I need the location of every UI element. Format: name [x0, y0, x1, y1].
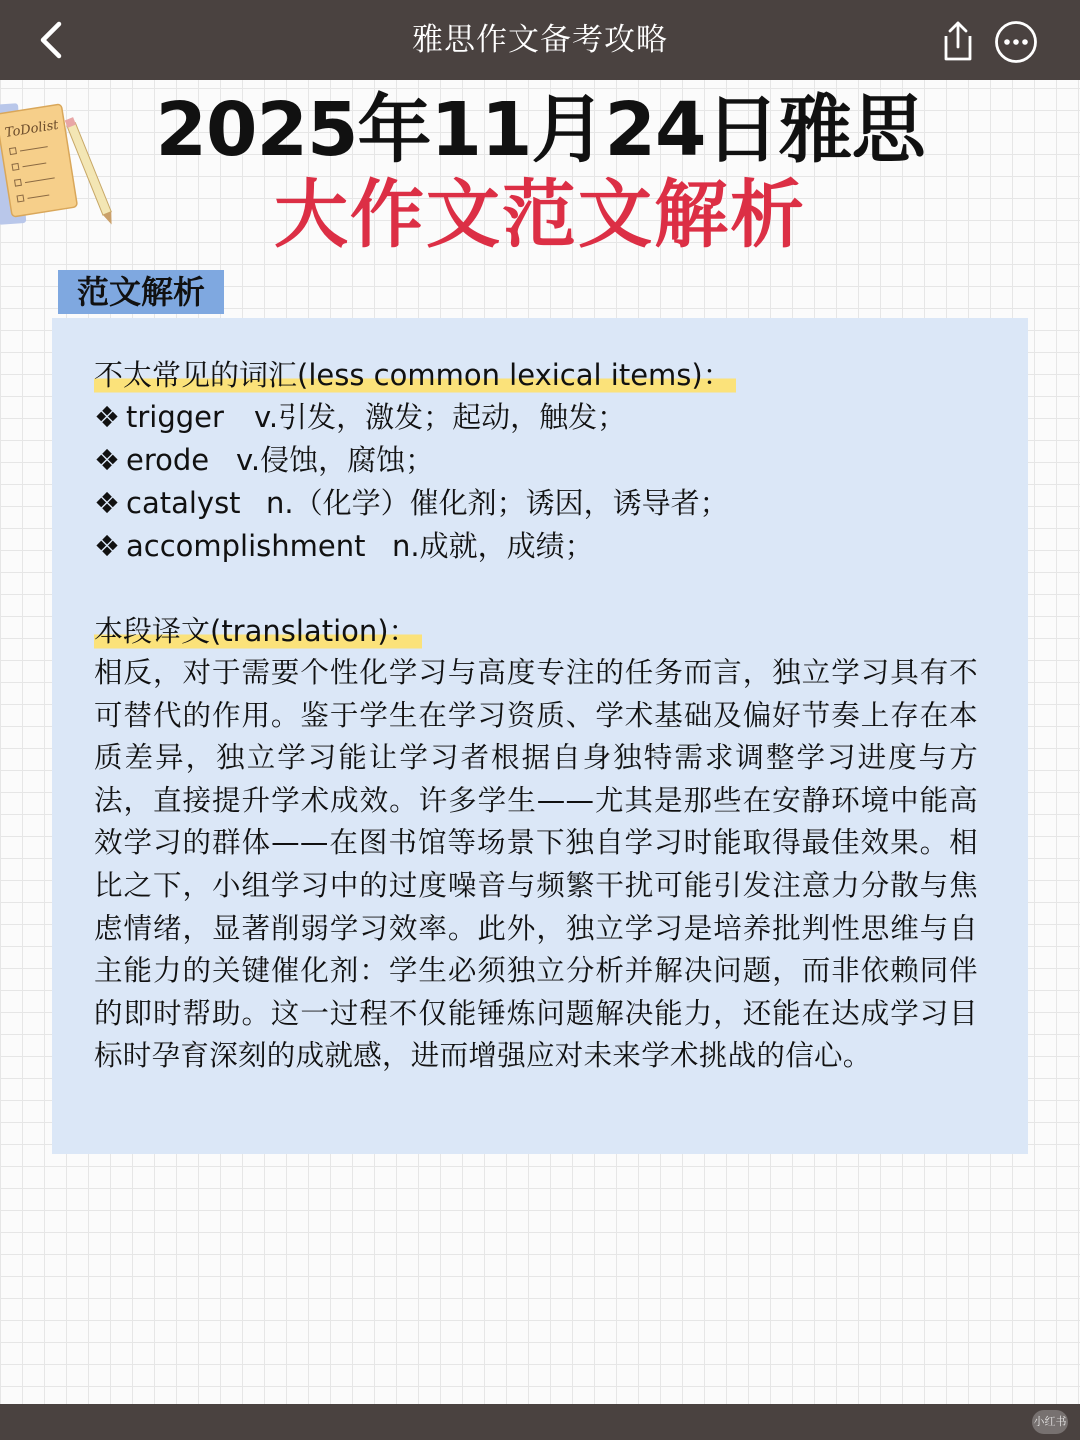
share-icon: [941, 20, 975, 62]
vocab-word: accomplishment: [126, 529, 366, 563]
back-button[interactable]: [30, 18, 74, 62]
vocab-item: [94, 396, 994, 439]
vocab-meaning: v.侵蚀，腐蚀；: [236, 443, 435, 477]
headline-subtitle: 大作文范文解析: [274, 172, 806, 258]
top-navigation-bar: [0, 0, 1080, 80]
bullet-icon: ❖: [94, 400, 120, 434]
bullet-icon: ❖: [94, 443, 120, 477]
vocab-meaning: n.成就，成绩；: [392, 529, 594, 563]
watermark-badge: 小红书: [1032, 1410, 1068, 1434]
vocab-word: erode: [126, 443, 210, 477]
translation-paragraph: 相反，对于需要个性化学习与高度专注的任务而言，独立学习具有不可替代的作用。鉴于学生在学习资质、学术基础及偏好节奏上存在本质差异，独立学习能让学习者根据自身独特需求调整学习进度与方法，直接提升学术成效。许多学生——尤其是那些在安静环境中能高效学习的群体——在图书馆等场景下独自学习时能取得最佳效果。相比之下，小组学习中的过度噪音与频繁干扰可能引发注意力分散与焦虑情绪，显著削弱学习效率。此外，独立学习是培养批判性思维与自主能力的关键催化剂：学生必须独立分析并解决问题，而非依赖同伴的即时帮助。这一过程不仅能锤炼问题解决能力，还能在达成学习目标时孕育深刻的成就感，进而增强应对未来学术挑战的信心。: [94, 656, 978, 1073]
more-icon: [994, 20, 1038, 64]
vocab-word: trigger: [126, 400, 224, 434]
vocab-heading: 不太常见的词汇(less common lexical items)：: [94, 354, 736, 396]
headline: [0, 88, 1080, 258]
headline-date: 2025年11月24日雅思: [155, 87, 925, 173]
analysis-card: [52, 318, 1028, 1154]
section-tag: 范文解析: [58, 270, 224, 314]
vocab-meaning: v.引发，激发；起动，触发；: [254, 400, 627, 434]
bottom-bar: [0, 1404, 1080, 1440]
bullet-icon: ❖: [94, 529, 120, 563]
more-options-button[interactable]: [994, 20, 1038, 64]
vocab-item: [94, 525, 994, 568]
vocab-item: [94, 482, 994, 525]
bullet-icon: ❖: [94, 486, 120, 520]
vocab-list: [94, 396, 994, 568]
vocab-word: catalyst: [126, 486, 241, 520]
page-title: 雅思作文备考攻略: [412, 22, 668, 58]
todo-note-text: ToDolist: [3, 117, 60, 142]
back-arrow-icon: [37, 20, 67, 60]
vocab-meaning: n.（化学）催化剂；诱因，诱导者；: [266, 486, 729, 520]
vocab-item: [94, 439, 994, 482]
share-button[interactable]: [936, 18, 980, 64]
translation-heading: 本段译文(translation)：: [94, 610, 422, 652]
